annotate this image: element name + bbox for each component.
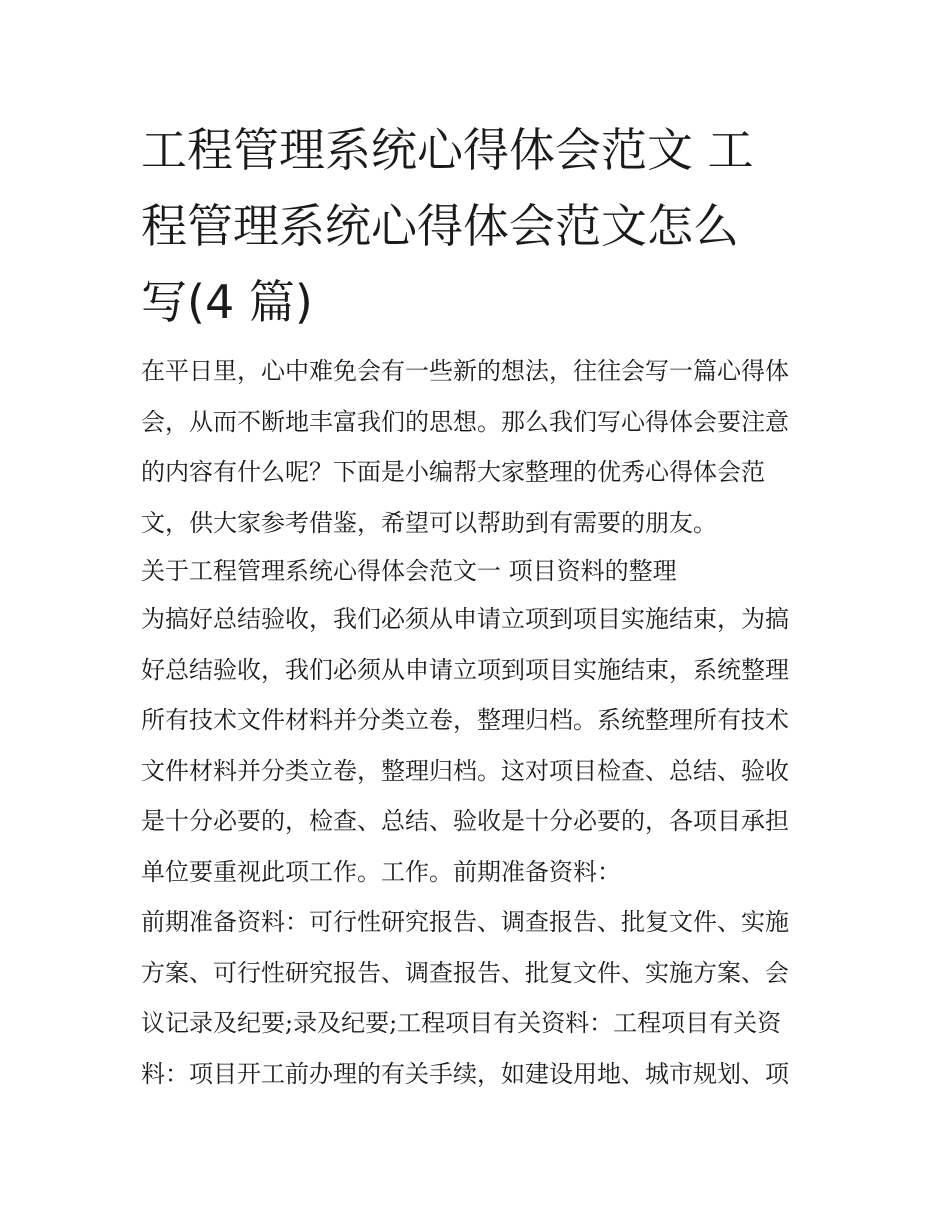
title-line: 程管理系统心得体会范文怎么 [141, 199, 739, 253]
document-content [141, 112, 816, 1099]
section-heading [141, 548, 816, 594]
title-line: 写(4 篇) [141, 275, 313, 329]
paragraph-line: 方案、可行性研究报告、调查报告、批复文件、实施方案、会 [141, 958, 789, 987]
paragraph-line: 议记录及纪要;录及纪要;工程项目有关资料：工程项目有关资 [141, 1009, 782, 1037]
paragraph-line: 好总结验收，我们必须从申请立项到项目实施结束，系统整理 [141, 655, 789, 684]
paragraph-line: 前期准备资料：可行性研究报告、调查报告、批复文件、实施 [141, 908, 789, 936]
title-line: 工程管理系统心得体会范文 工 [141, 123, 754, 177]
paragraph-1 [141, 594, 816, 897]
section-heading-text: 关于工程管理系统心得体会范文一 项目资料的整理 [141, 557, 677, 585]
document-title [141, 112, 816, 340]
intro-line: 文，供大家参考借鉴，希望可以帮助到有需要的朋友。 [141, 508, 717, 537]
intro-line: 在平日里，心中难免会有一些新的想法，往往会写一篇心得体 [141, 357, 789, 385]
paragraph-line: 是十分必要的，检查、总结、验收是十分必要的，各项目承担 [141, 807, 789, 835]
intro-paragraph [141, 346, 816, 548]
paragraph-line: 所有技术文件材料并分类立卷，整理归档。系统整理所有技术 [141, 706, 789, 734]
document-body [141, 346, 816, 1099]
paragraph-line: 文件材料并分类立卷，整理归档。这对项目检查、总结、验收 [141, 756, 789, 785]
intro-line: 的内容有什么呢？下面是小编帮大家整理的优秀心得体会范 [141, 458, 765, 486]
paragraph-line: 为搞好总结验收，我们必须从申请立项到项目实施结束，为搞 [141, 605, 789, 633]
paragraph-line: 单位要重视此项工作。工作。前期准备资料： [141, 857, 621, 886]
paragraph-2 [141, 897, 816, 1099]
paragraph-line: 料：项目开工前办理的有关手续，如建设用地、城市规划、项 [141, 1059, 789, 1088]
intro-line: 会，从而不断地丰富我们的思想。那么我们写心得体会要注意 [141, 407, 789, 436]
